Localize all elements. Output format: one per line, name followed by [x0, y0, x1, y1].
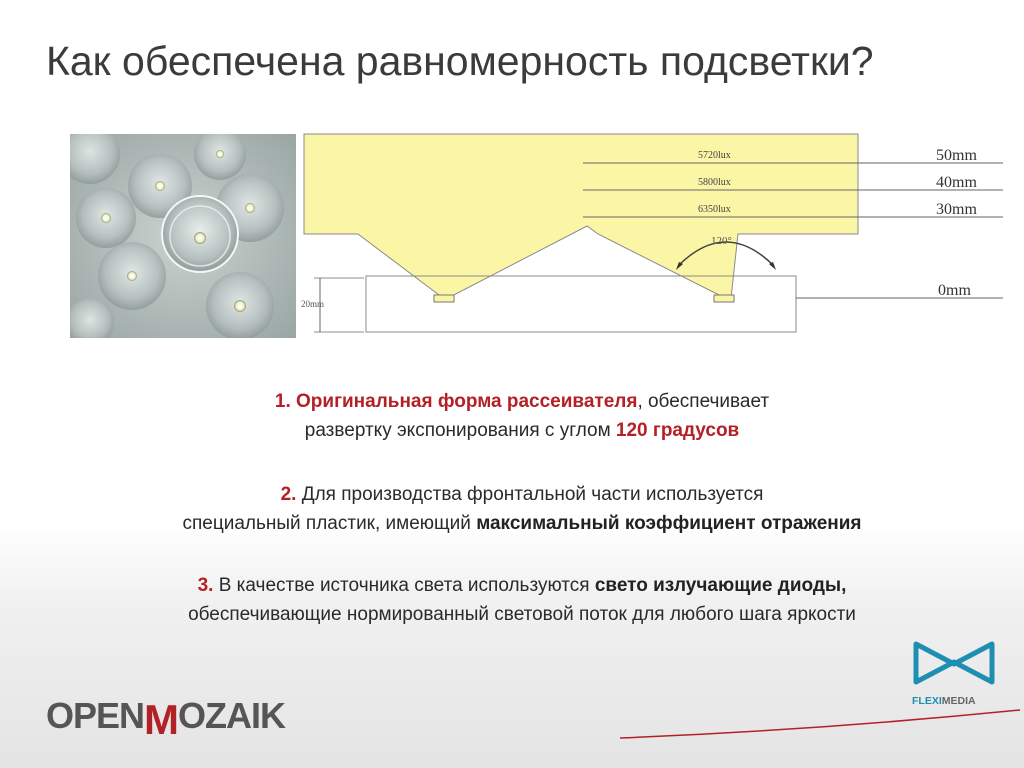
point-line	[40, 416, 1004, 445]
slide-title: Как обеспечена равномерность подсветки?	[46, 38, 874, 84]
point-3	[40, 571, 1004, 629]
openmozaik-logo	[46, 688, 316, 740]
point-text: 120 градусов	[615, 420, 740, 441]
media-text: MEDIA	[941, 695, 976, 707]
lux-label-1: 5720lux	[698, 150, 731, 161]
point-text: В качестве источника света используются	[213, 575, 595, 596]
angle-label: 120°	[711, 235, 732, 247]
led-left	[434, 295, 454, 302]
light-distribution-diagram	[298, 130, 1014, 342]
distance-label-50: 50mm	[936, 147, 977, 164]
point-text: обеспечивающие нормированный световой поток для любого шага яркости	[188, 604, 856, 625]
diffuser-photo	[70, 134, 296, 338]
lux-label-3: 6350lux	[698, 204, 731, 215]
point-text: специальный пластик, имеющий	[182, 513, 477, 534]
height-label: 20mm	[301, 299, 325, 309]
led-right	[714, 295, 734, 302]
light-cone-area	[304, 134, 858, 298]
distance-label-40: 40mm	[936, 174, 977, 191]
point-line	[40, 571, 1004, 600]
point-text: , обеспечивает	[637, 391, 770, 412]
svg-text:FLEXIMEDIA	[912, 695, 976, 707]
fleximedia-logo	[912, 640, 1002, 710]
point-1	[40, 387, 1004, 445]
point-line	[40, 509, 1004, 538]
distance-label-30: 30mm	[936, 201, 977, 218]
flexi-text: FLEXI	[912, 695, 942, 707]
logo-ozaik-text: OZAIK	[178, 695, 286, 736]
point-text: максимальный коэффициент отражения	[476, 513, 862, 534]
distance-label-0: 0mm	[938, 282, 971, 299]
point-line	[40, 480, 1004, 509]
point-text: Для производства фронтальной части используется	[296, 484, 764, 505]
point-2	[40, 480, 1004, 538]
point-text: развертку экспонирования с углом	[304, 420, 616, 441]
point-line	[40, 600, 1004, 629]
point-text: 3.	[197, 575, 214, 596]
point-line	[40, 387, 1004, 416]
point-text: свето излучающие диоды,	[594, 575, 847, 596]
point-text: 1. Оригинальная форма рассеивателя	[274, 391, 638, 412]
lux-label-2: 5800lux	[698, 177, 731, 188]
point-text: 2.	[280, 484, 297, 505]
logo-m-text: M	[144, 696, 179, 740]
fleximedia-mark	[916, 644, 992, 682]
logo-open-text: OPEN	[46, 695, 145, 736]
svg-text:OPENMOZAIK	[46, 695, 286, 740]
